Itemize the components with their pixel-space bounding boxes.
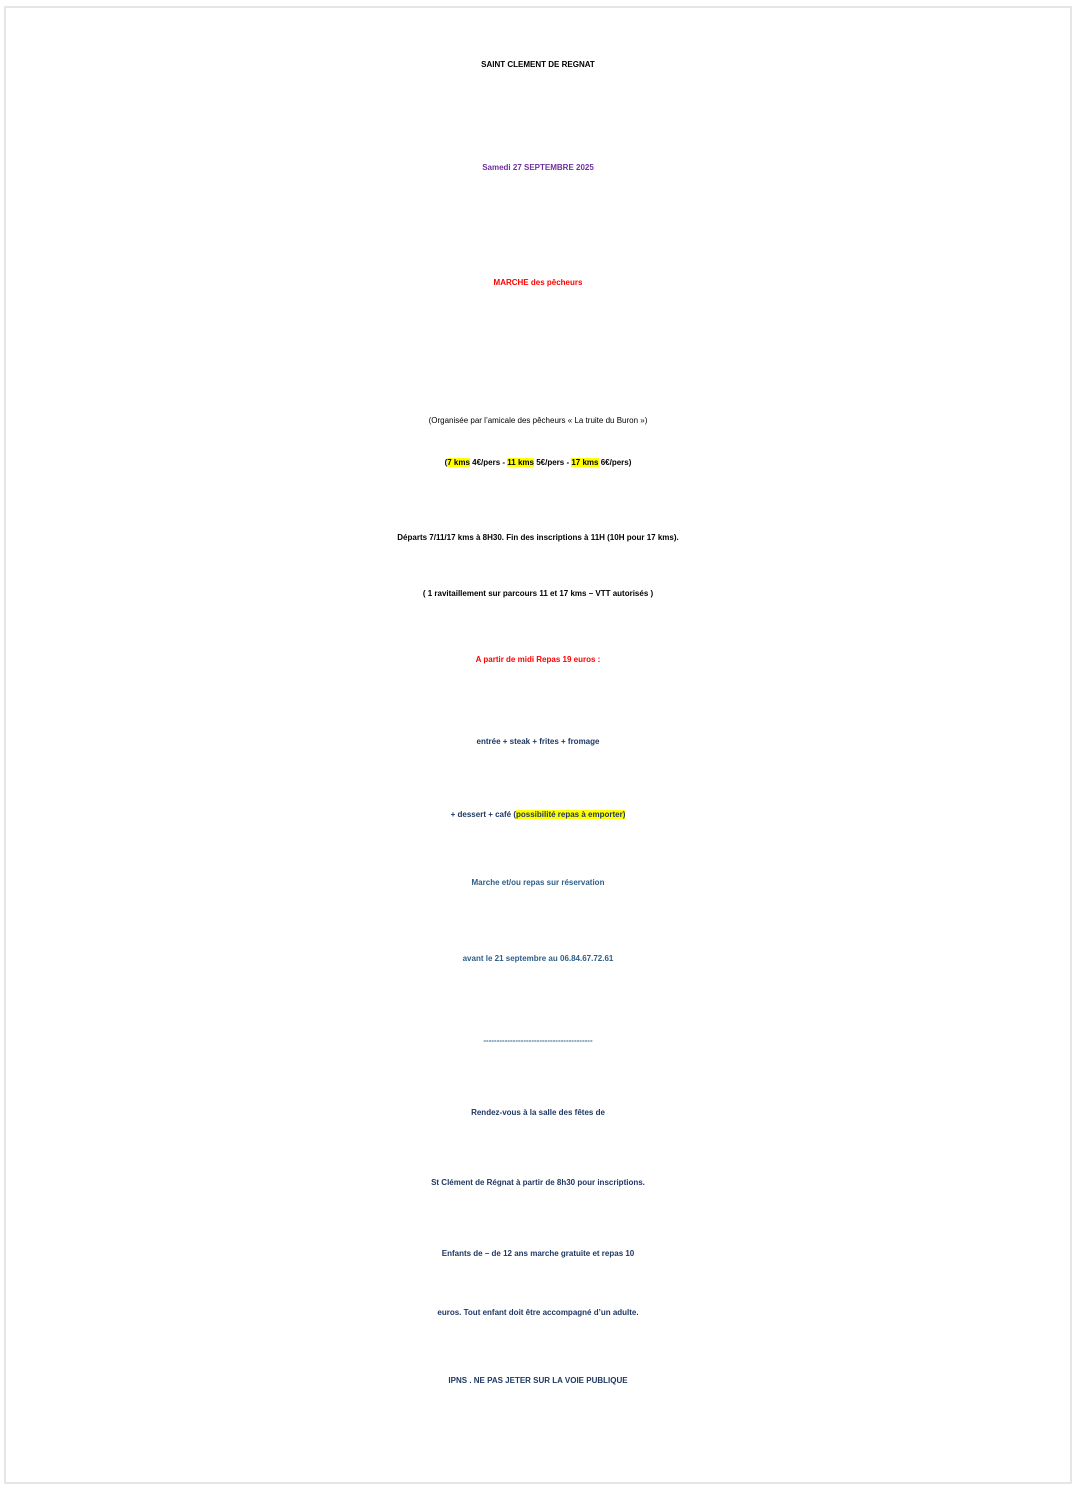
price-17km: 6€/pers) (598, 458, 632, 467)
meeting-line-2: St Clément de Régnat à partir de 8h30 pour inscriptions. (431, 1178, 645, 1187)
kids-line-1: Enfants de – de 12 ans marche gratuite et repas 10 (441, 1249, 635, 1258)
dashed-separator: ----------------------------------------- (483, 1036, 593, 1045)
meeting-line-1: Rendez-vous à la salle des fêtes de (471, 1108, 605, 1117)
menu-line-2 (0, 810, 1076, 819)
distance-7km: 7 kms (447, 458, 470, 467)
event-date: Samedi 27 SEPTEMBRE 2025 (482, 163, 594, 172)
kids-line-2: euros. Tout enfant doit être accompagné d’un adulte. (437, 1308, 639, 1317)
price-line (0, 458, 1076, 467)
takeaway-highlight: possibilité repas à emporter) (516, 810, 626, 819)
price-7km: 4€/pers - (469, 458, 508, 467)
event-title: MARCHE des pêcheurs (493, 278, 583, 287)
town-title: SAINT CLEMENT DE REGNAT (481, 60, 595, 69)
price-11km: 5€/pers - (534, 458, 572, 467)
meal-title: A partir de midi Repas 19 euros : (475, 655, 601, 664)
reservation-line-2: avant le 21 septembre au 06.84.67.72.61 (462, 954, 614, 963)
distance-11km: 11 kms (507, 458, 534, 467)
refreshment-info: ( 1 ravitaillement sur parcours 11 et 17 kms – VTT autorisés ) (422, 589, 654, 598)
footer-notice: IPNS . NE PAS JETER SUR LA VOIE PUBLIQUE (448, 1376, 628, 1385)
price-open-paren: ( (444, 458, 448, 467)
menu-line-1: entrée + steak + frites + fromage (476, 737, 600, 746)
distance-17km: 17 kms (571, 458, 599, 467)
departure-info: Départs 7/11/17 kms à 8H30. Fin des inscriptions à 11H (10H pour 17 kms). (397, 533, 679, 542)
organizer-note: (Organisée par l’amicale des pêcheurs « La truite du Buron ») (428, 416, 648, 425)
reservation-line-1: Marche et/ou repas sur réservation (471, 878, 605, 887)
menu-line-2-prefix: + dessert + café ( (450, 810, 516, 819)
